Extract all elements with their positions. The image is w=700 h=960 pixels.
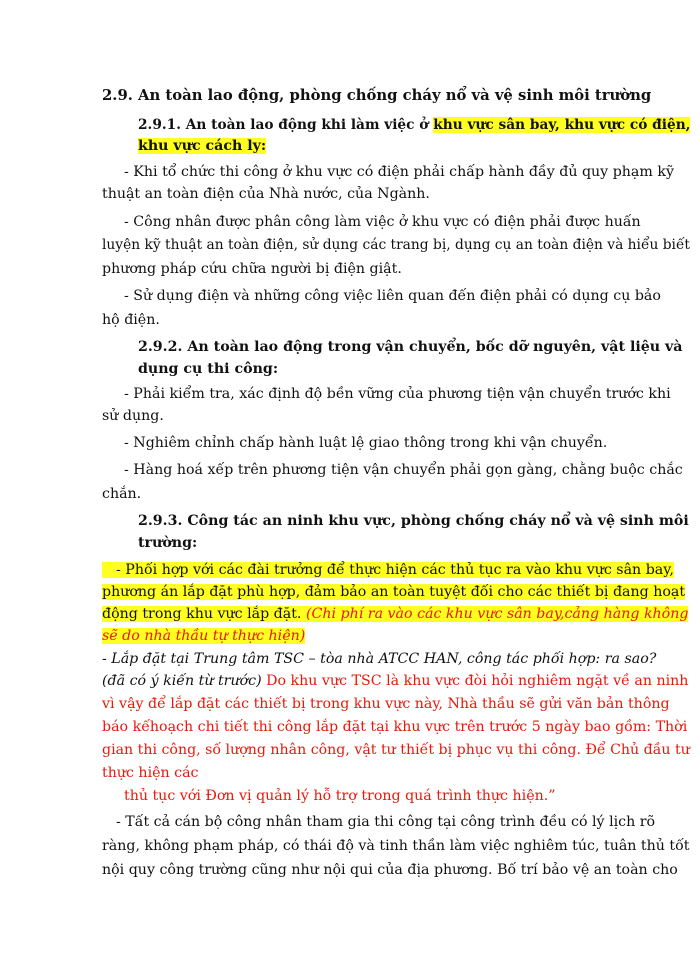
sub3-red-line-4: báo kếhoạch chi tiết thi công lắp đặt tại khu vực trên trước 5 ngày bao gồm: Thời [102, 719, 688, 735]
sub1-bullet-2: - Công nhân được phân công làm việc ở khu vực có điện phải được huấn [124, 214, 641, 230]
sub1-bullet-1: - Khi tổ chức thi công ở khu vực có điện phải chấp hành đầy đủ quy phạm kỹ [124, 164, 674, 180]
sub1-heading-text: 2.9.1. An toàn lao động khi làm việc ở [138, 117, 434, 133]
sub2-bullet-2: - Nghiêm chỉnh chấp hành luật lệ giao thông trong khi vận chuyển. [124, 435, 608, 451]
sub1-heading-highlight: khu vực sân bay, khu vực có điện, [433, 117, 691, 133]
sub1-heading [138, 115, 690, 135]
sub3-paragraph-cont-2: nội quy công trường cũng như nội qui của địa phương. Bố trí bảo vệ an toàn cho [102, 862, 678, 878]
sub2-bullet-1-cont: sử dụng. [102, 408, 164, 424]
sub2-heading-cont: dụng cụ thi công: [138, 361, 279, 377]
sub1-bullet-2-cont: luyện kỹ thuật an toàn điện, sử dụng các trang bị, dụng cụ an toàn điện và hiểu biết [102, 237, 690, 253]
sub3-red-line-6: thực hiện các [102, 765, 199, 781]
sub3-red-line-7: thủ tục với Đơn vị quản lý hỗ trợ trong quá trình thực hiện.” [124, 788, 556, 804]
sub1-heading-cont [138, 136, 266, 156]
sub3-heading-cont: trường: [138, 535, 198, 551]
sub3-highlight-line-1: - Phối hợp với các đài trưởng để thực hiện các thủ tục ra vào khu vực sân bay, [102, 562, 674, 578]
sub3-highlight-note-cont: sẽ do nhà thầu tự thực hiện) [102, 628, 306, 644]
sub3-highlight-paragraph [102, 560, 674, 580]
sub3-paragraph: - Tất cả cán bộ công nhân tham gia thi công tại công trình đều có lý lịch rõ [116, 814, 656, 830]
sub1-bullet-2-cont-2: phương pháp cứu chữa người bị điện giật. [102, 261, 402, 277]
sub3-question: - Lắp đặt tại Trung tâm TSC – tòa nhà ATCC HAN, công tác phối hợp: ra sao? [102, 651, 657, 667]
sub1-heading-highlight-2: khu vực cách ly: [138, 138, 267, 154]
sub3-highlight-line-2: phương án lắp đặt phù hợp, đảm bảo an toàn tuyệt đối cho các thiết bị đang hoạt [102, 584, 686, 600]
sub2-bullet-3-cont: chắn. [102, 486, 142, 502]
sub3-highlight-line-2-wrap [102, 582, 685, 602]
sub3-heading: 2.9.3. Công tác an ninh khu vực, phòng chống cháy nổ và vệ sinh môi [138, 513, 689, 529]
sub3-highlight-line-3: động trong khu vực lắp đặt. [102, 606, 306, 622]
sub3-highlight-note: (Chi phí ra vào các khu vực sân bay,cảng hàng không [305, 606, 689, 622]
sub1-bullet-3-cont: hộ điện. [102, 312, 160, 328]
section-title: 2.9. An toàn lao động, phòng chống cháy nổ và vệ sinh môi trường [102, 87, 652, 104]
sub3-question-cont [102, 671, 688, 691]
sub2-bullet-1: - Phải kiểm tra, xác định độ bền vững của phương tiện vận chuyển trước khi [124, 386, 671, 402]
sub3-paragraph-cont: ràng, không phạm pháp, có thái độ và tinh thần làm việc nghiêm túc, tuân thủ tốt [102, 838, 690, 854]
sub3-red-line-3: vì vậy để lắp đặt các thiết bị trong khu vực này, Nhà thầu sẽ gửi văn bản thông [102, 696, 670, 712]
sub3-red-line-5: gian thi công, số lượng nhân công, vật tư thiết bị phục vụ thi công. Để Chủ đầu tư [102, 742, 690, 758]
sub3-highlight-line-3-wrap [102, 604, 688, 624]
sub1-bullet-3: - Sử dụng điện và những công việc liên quan đến điện phải có dụng cụ bảo [124, 288, 661, 304]
sub2-bullet-3: - Hàng hoá xếp trên phương tiện vận chuyển phải gọn gàng, chằng buộc chắc [124, 462, 683, 478]
sub3-highlight-line-4-wrap [102, 626, 305, 646]
sub1-bullet-1-cont: thuật an toàn điện của Nhà nước, của Ngành. [102, 186, 430, 202]
sub3-question-note: (đã có ý kiến từ trước) [102, 673, 267, 689]
sub2-heading: 2.9.2. An toàn lao động trong vận chuyển, bốc dỡ nguyên, vật liệu và [138, 339, 683, 355]
sub3-red-answer: Do khu vực TSC là khu vực đòi hỏi nghiêm ngặt về an ninh [266, 673, 689, 689]
